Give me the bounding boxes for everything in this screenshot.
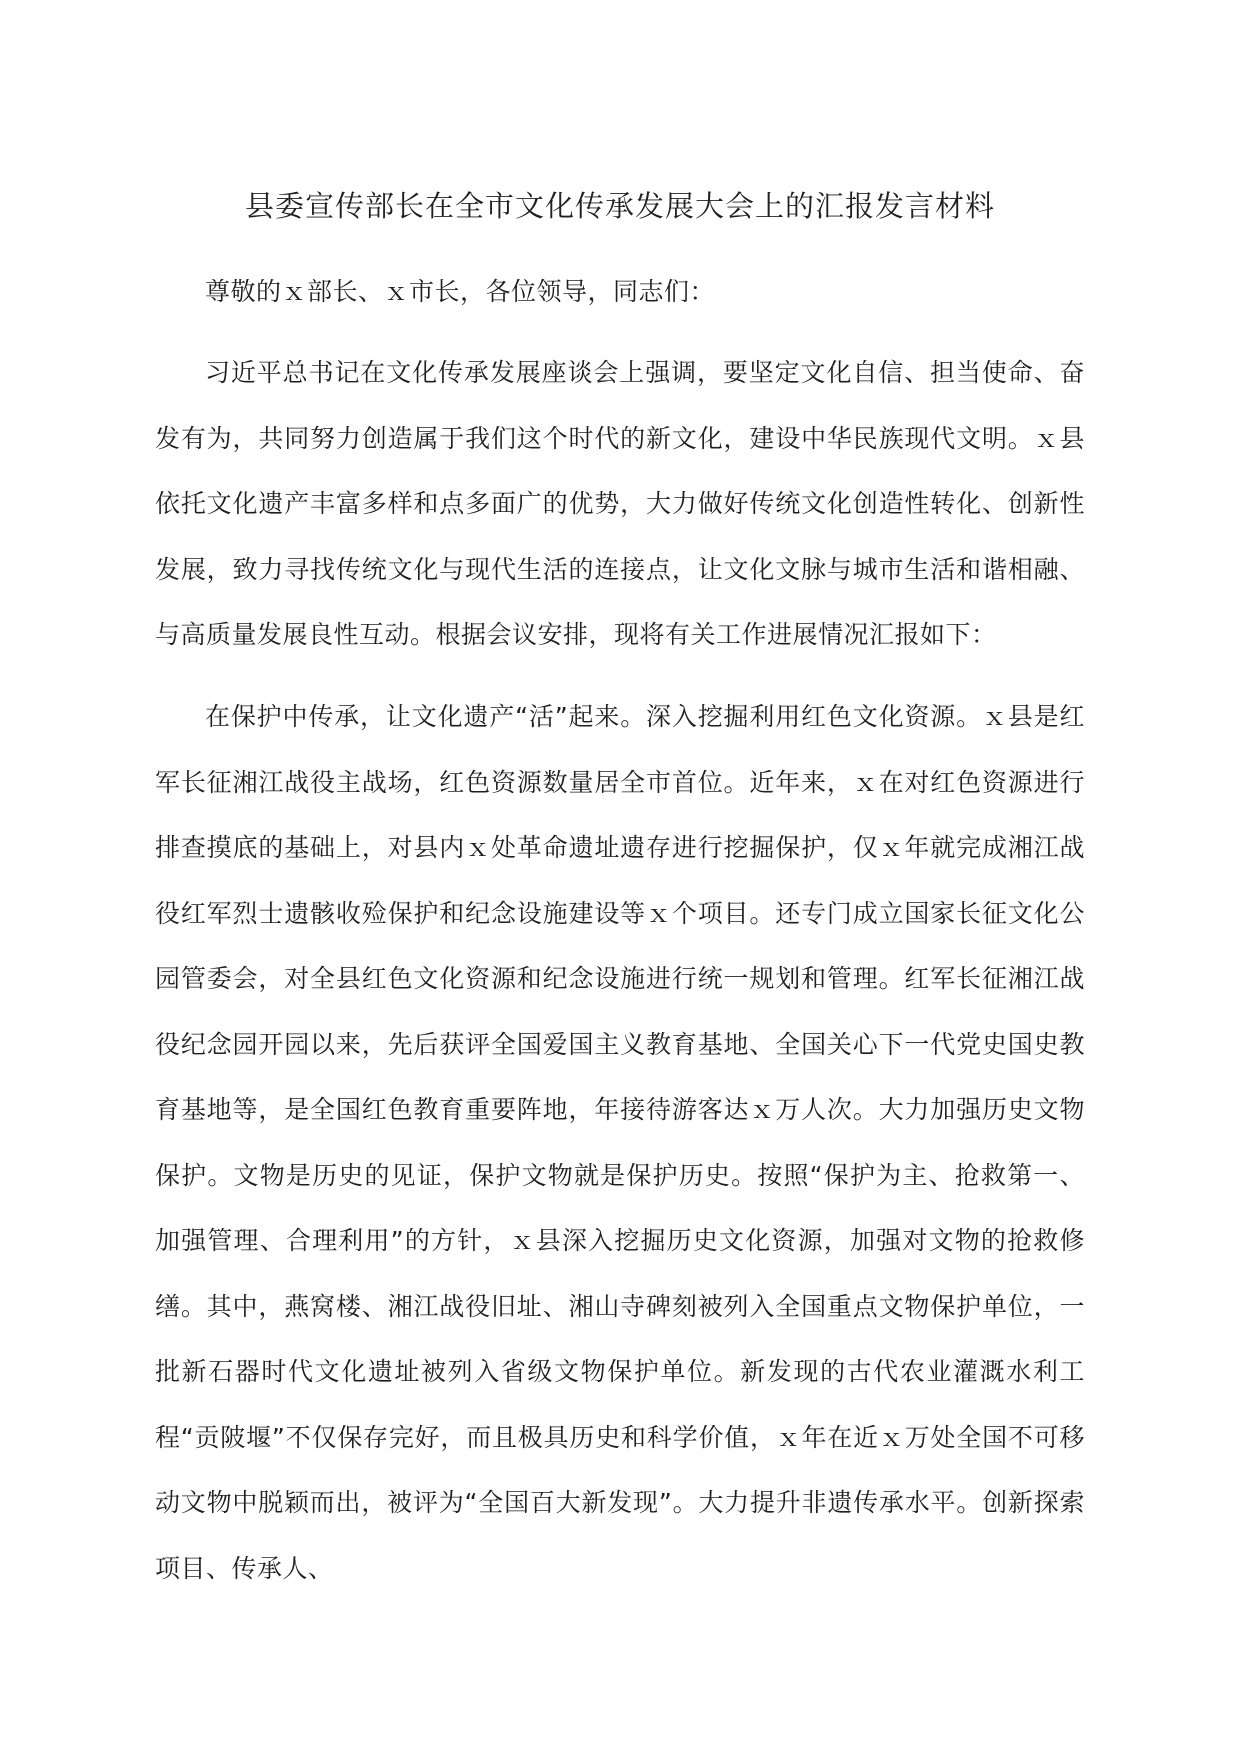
salutation: 尊敬的ｘ部长、ｘ市长，各位领导，同志们： xyxy=(205,277,716,306)
document-title: 县委宣传部长在全市文化传承发展大会上的汇报发言材料 xyxy=(244,189,995,223)
paragraph-intro: 习近平总书记在文化传承发展座谈会上强调，要坚定文化自信、担当使命、奋发有为，共同努力创造属于我们这个时代的新文化，建设中华民族现代文明。ｘ县依托文化遗产丰富多样和点多面广的优势，大力做好传统文化创造性转化、创新性发展，致力寻找传统文化与现代生活的连接点，让文化文脉与城市生活和谐相融、与高质量发展良性互动。根据会议安排，现将有关工作进展情况汇报如下： xyxy=(155,358,1085,649)
paragraph-protection-heritage: 在保护中传承，让文化遗产“活”起来。深入挖掘利用红色文化资源。ｘ县是红军长征湘江战役主战场，红色资源数量居全市首位。近年来，ｘ在对红色资源进行排查摸底的基础上，对县内ｘ处革命遗址遗存进行挖掘保护，仅ｘ年就完成湘江战役红军烈士遗骸收殓保护和纪念设施建设等ｘ个项目。还专门成立国家长征文化公园管委会，对全县红色文化资源和纪念设施进行统一规划和管理。红军长征湘江战役纪念园开园以来，先后获评全国爱国主义教育基地、全国关心下一代党史国史教育基地等，是全国红色教育重要阵地，年接待游客达ｘ万人次。大力加强历史文物保护。文物是历史的见证，保护文物就是保护历史。按照“保护为主、抢救第一、加强管理、合理利用”的方针，ｘ县深入挖掘历史文化资源，加强对文物的抢救修缮。其中，燕窝楼、湘江战役旧址、湘山寺碑刻被列入全国重点文物保护单位，一批新石器时代文化遗址被列入省级文物保护单位。新发现的古代农业灌溉水利工程“贡陂堰”不仅保存完好，而且极具历史和科学价值，ｘ年在近ｘ万处全国不可移动文物中脱颖而出，被评为“全国百大新发现”。大力提升非遗传承水平。创新探索项目、传承人、 xyxy=(155,702,1085,1583)
